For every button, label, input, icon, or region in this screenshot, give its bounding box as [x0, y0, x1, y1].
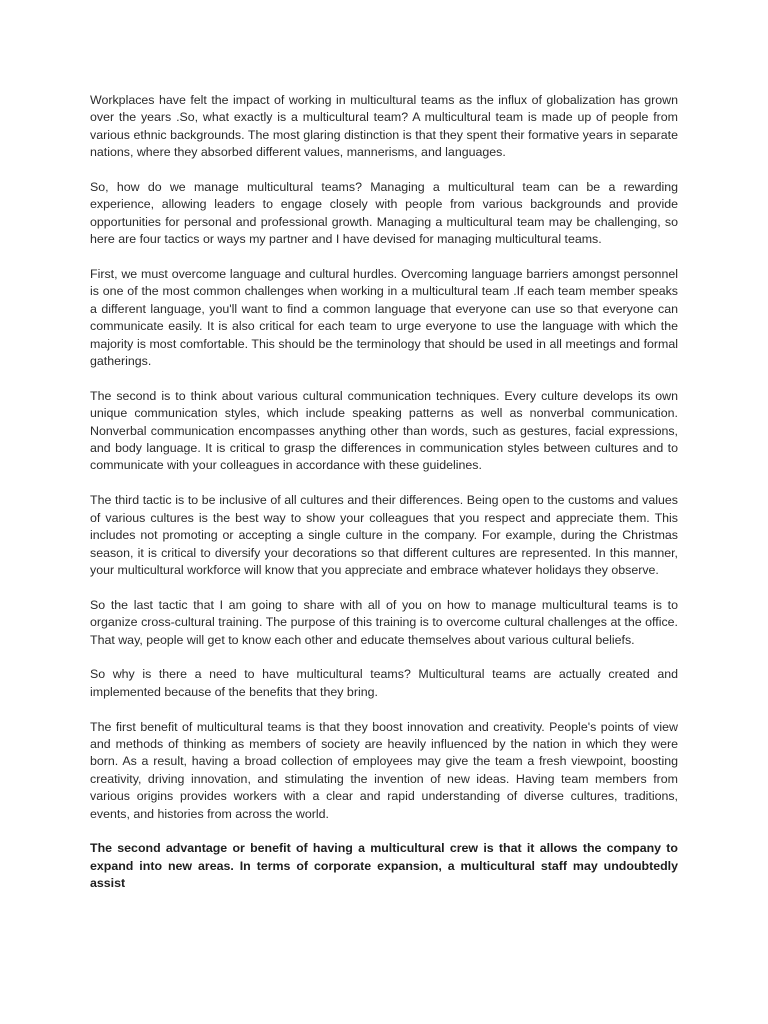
paragraph-first-tactic: First, we must overcome language and cultural hurdles. Overcoming language barriers amongst personnel is one of the most common challenges when working in a multicultural team .If each team member speaks a different language, you'll want to find a common language that everyone can use so that everyone can communicate easily. It is also critical for each team to urge everyone to use the language with which the majority is most comfortable. This should be the terminology that should be used in all meetings and formal gatherings. [90, 267, 678, 369]
paragraph-third-tactic: The third tactic is to be inclusive of all cultures and their differences. Being open to the customs and values of various cultures is the best way to show your colleagues that you respect and appreciate them. This includes not promoting or accepting a single culture in the company. For example, during the Christmas season, it is critical to diversify your decorations so that different cultures are represented. In this manner, your multicultural workforce will know that you appreciate and embrace whatever holidays they observe. [90, 493, 678, 577]
paragraph-second-benefit: The second advantage or benefit of having a multicultural crew is that it allows the company to expand into new areas. In terms of corporate expansion, a multicultural staff may undoubtedly assist [90, 841, 678, 891]
paragraph-last-tactic: So the last tactic that I am going to share with all of you on how to manage multicultural teams is to organize cross-cultural training. The purpose of this training is to overcome cultural challenges at the office. That way, people will get to know each other and educate themselves about various cultural beliefs. [90, 597, 678, 647]
paragraph-first-benefit: The first benefit of multicultural teams is that they boost innovation and creativity. People's points of view and methods of thinking as members of society are heavily influenced by the nation in which they were born. As a result, having a broad collection of employees may give the team a fresh viewpoint, boosting creativity, driving innovation, and stimulating the invention of new ideas. Having team members from various origins provides workers with a clear and rapid understanding of diverse cultures, traditions, events, and histories from across the world. [90, 719, 678, 821]
paragraph-intro: Workplaces have felt the impact of working in multicultural teams as the influx of globalization has grown over the years .So, what exactly is a multicultural team? A multicultural team is made up of people from various ethnic backgrounds. The most glaring distinction is that they spent their formative years in separate nations, where they absorbed different values, mannerisms, and languages. [90, 93, 678, 160]
paragraph-managing: So, how do we manage multicultural teams? Managing a multicultural team can be a rewarding experience, allowing leaders to engage closely with people from various backgrounds and provide opportunities for personal and professional growth. Managing a multicultural team may be challenging, so here are four tactics or ways my partner and I have devised for managing multicultural teams. [90, 180, 678, 247]
paragraph-second-tactic: The second is to think about various cultural communication techniques. Every culture develops its own unique communication styles, which include speaking patterns as well as nonverbal communication. Nonverbal communication encompasses anything other than words, such as gestures, facial expressions, and body language. It is critical to grasp the differences in communication styles between cultures and to communicate with your colleagues in accordance with these guidelines. [90, 388, 678, 473]
document-page [90, 92, 678, 910]
paragraph-why-multicultural: So why is there a need to have multicultural teams? Multicultural teams are actually created and implemented because of the benefits that they bring. [90, 667, 678, 699]
